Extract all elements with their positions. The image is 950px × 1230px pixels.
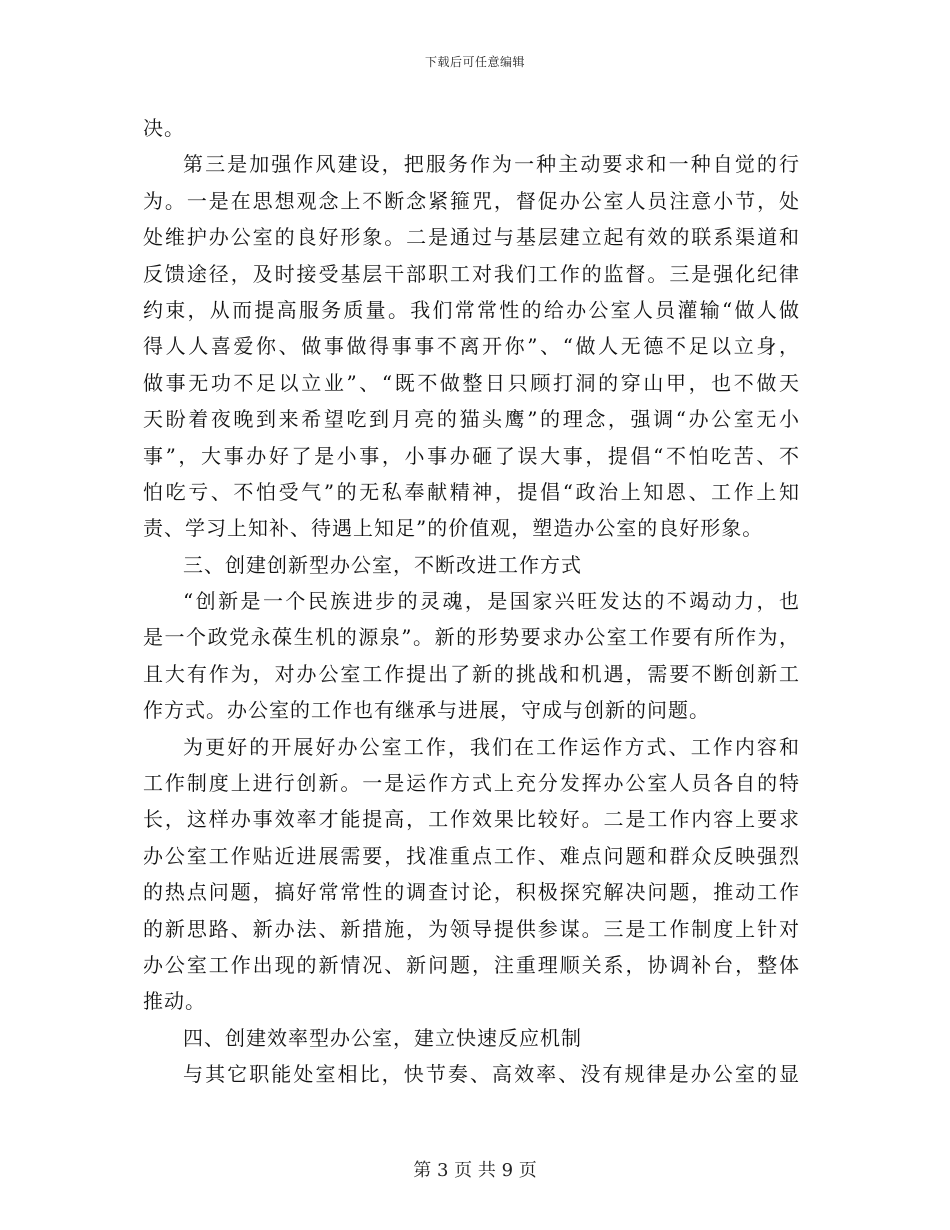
text-line: 作方式。办公室的工作也有继承与进展，守成与创新的问题。 (143, 698, 710, 723)
text-line: 天盼着夜晚到来希望吃到月亮的猫头鹰”的理念，强调“办公室无小 (143, 407, 800, 432)
document-body (143, 110, 800, 1093)
page-header: 下载后可任意编辑 (424, 55, 525, 69)
section-heading: 四、创建效率型办公室，建立快速反应机制 (183, 1025, 582, 1050)
text-line: “创新是一个民族进步的灵魂，是国家兴旺发达的不竭动力，也 (183, 589, 800, 614)
text-line: 处维护办公室的良好形象。二是通过与基层建立起有效的联系渠道和 (143, 225, 800, 250)
text-line: 为更好的开展好办公室工作，我们在工作运作方式、工作内容和 (183, 734, 800, 759)
text-line: 推动。 (143, 989, 206, 1014)
section-heading: 三、创建创新型办公室，不断改进工作方式 (183, 552, 582, 577)
text-line: 约束，从而提高服务质量。我们常常性的给办公室人员灌输“做人做 (143, 297, 800, 322)
text-line: 办公室工作贴近进展需要，找准重点工作、难点问题和群众反映强烈 (143, 843, 800, 868)
text-line: 长，这样办事效率才能提高，工作效果比较好。二是工作内容上要求 (143, 807, 800, 832)
text-line: 为。一是在思想观念上不断念紧箍咒，督促办公室人员注意小节，处 (143, 188, 800, 213)
page-footer: 第 3 页 共 9 页 (413, 1160, 537, 1181)
text-line: 得人人喜爱你、做事做得事事不离开你”、“做人无德不足以立身， (143, 334, 800, 359)
text-line: 事”，大事办好了是小事，小事办砸了误大事，提倡“不怕吃苦、不 (143, 443, 800, 468)
text-line: 第三是加强作风建设，把服务作为一种主动要求和一种自觉的行 (183, 152, 800, 177)
text-line: 办公室工作出现的新情况、新问题，注重理顺关系，协调补台，整体 (143, 952, 800, 977)
text-line: 工作制度上进行创新。一是运作方式上充分发挥办公室人员各自的特 (143, 771, 800, 796)
text-line: 怕吃亏、不怕受气”的无私奉献精神，提倡“政治上知恩、工作上知 (143, 479, 800, 504)
text-line: 是一个政党永葆生机的源泉”。新的形势要求办公室工作要有所作为， (143, 625, 800, 650)
text-line: 决。 (143, 116, 185, 140)
text-line: 的新思路、新办法、新措施，为领导提供参谋。三是工作制度上针对 (143, 916, 800, 941)
text-line: 反馈途径，及时接受基层干部职工对我们工作的监督。三是强化纪律 (143, 261, 800, 286)
text-line: 与其它职能处室相比，快节奏、高效率、没有规律是办公室的显 (183, 1062, 800, 1087)
text-line: 做事无功不足以立业”、“既不做整日只顾打洞的穿山甲，也不做天 (143, 370, 800, 395)
text-line: 的热点问题，搞好常常性的调查讨论，积极探究解决问题，推动工作 (143, 880, 800, 905)
text-line: 且大有作为，对办公室工作提出了新的挑战和机遇，需要不断创新工 (143, 661, 800, 686)
text-line: 责、学习上知补、待遇上知足”的价值观，塑造办公室的良好形象。 (143, 516, 764, 541)
